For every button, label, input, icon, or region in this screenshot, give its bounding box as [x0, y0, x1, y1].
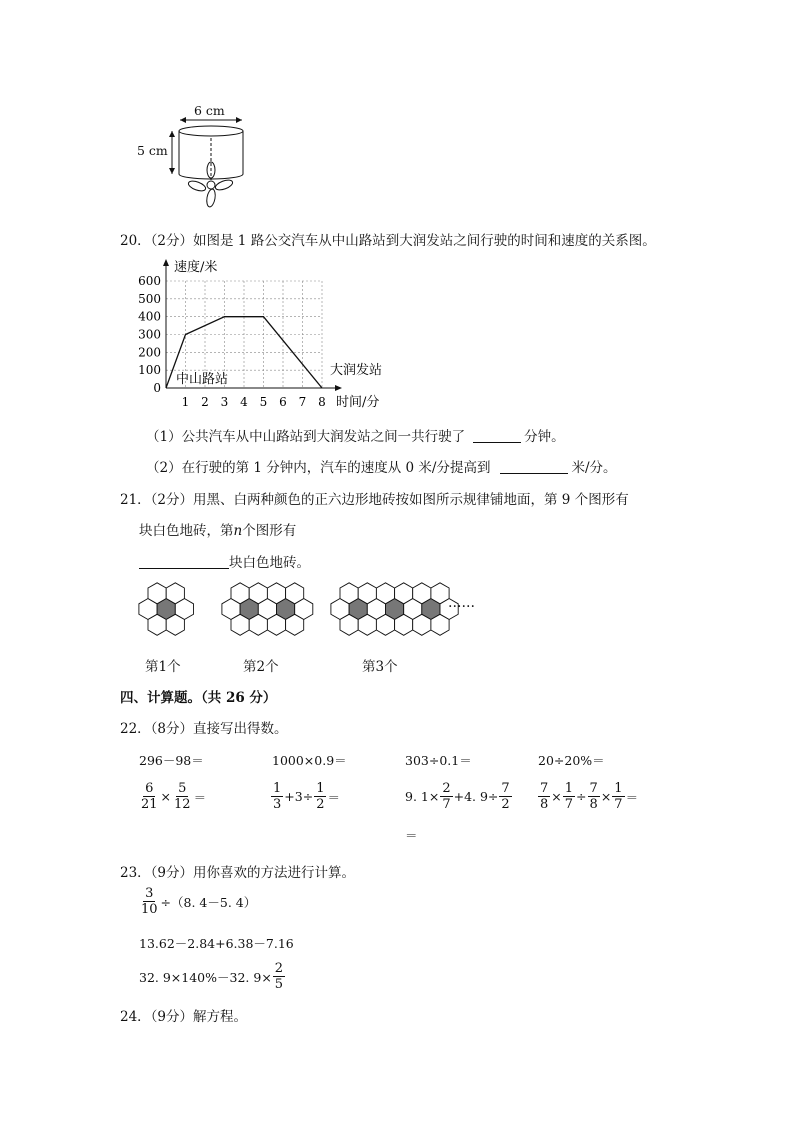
y-tick-label: 200 [138, 345, 161, 360]
white-hexagon-tile [358, 614, 376, 635]
hexagon-svg [130, 578, 490, 640]
operator: ÷ [576, 789, 587, 804]
height-label: 5 cm [137, 143, 168, 158]
white-hexagon-tile [431, 614, 449, 635]
equals: ＝ [193, 789, 207, 805]
speed-time-chart [130, 255, 410, 415]
q20-answer2-blank[interactable] [500, 459, 568, 474]
white-hexagon-tile [376, 614, 394, 635]
operator: × [551, 789, 562, 804]
white-hexagon-tile [166, 614, 184, 635]
caption-2: 第2个 [243, 659, 279, 675]
fraction: $\frac{1}{7}$ [564, 781, 574, 812]
fraction: $\frac{5}{12}$ [174, 781, 191, 812]
y-axis-arrow [163, 259, 169, 266]
q20-sub1 [146, 425, 565, 445]
fraction: $\frac{2}{5}$ [274, 961, 284, 992]
expression-rest: ÷（8. 4－5. 4） [160, 894, 257, 910]
hexagon-patterns [130, 578, 490, 640]
q20-sub2 [146, 456, 617, 476]
x-axis-title: 时间/分 [336, 395, 380, 410]
fraction: $\frac{7}{8}$ [589, 781, 598, 812]
chart-svg [130, 255, 410, 415]
q21-stem-c: 块白色地砖。 [229, 555, 310, 571]
x-axis-arrow [335, 385, 342, 391]
operator: +3÷ [284, 789, 314, 804]
q22-r1-2: 1000×0.9＝ [272, 753, 347, 768]
operator: +4. 9÷ [453, 789, 499, 804]
q21-stem-line1: 21．（2分）用黑、白两种颜色的正六边形地砖按如图所示规律铺地面，第 9 个图形有 [120, 492, 629, 508]
q22-expr-3 [405, 781, 513, 812]
white-hexagon-tile [413, 614, 431, 635]
operator: × [160, 789, 172, 804]
q21-var-n: n [233, 523, 243, 539]
x-tick-label: 4 [240, 395, 248, 409]
y-tick-label: 0 [153, 381, 161, 395]
q20-sub2-text: （2）在行驶的第 1 分钟内，汽车的速度从 0 米/分提高到 [146, 460, 491, 476]
y-tick-label: 100 [138, 363, 161, 378]
q20-sub1-text: （1）公共汽车从中山路站到大润发站之间一共行驶了 [146, 429, 466, 445]
fraction: $\frac{1}{3}$ [273, 781, 282, 812]
x-tick-label: 5 [259, 395, 268, 409]
q23-expr-b: 13.62－2.84+6.38－7.16 [139, 936, 294, 951]
fraction: $\frac{2}{7}$ [442, 781, 451, 812]
q23-expr-a [138, 886, 256, 917]
width-label: 6 cm [194, 103, 225, 118]
q20-sub1-unit: 分钟。 [524, 429, 565, 445]
equals: ＝ [327, 789, 340, 805]
q21-stem-b1: 块白色地砖，第 [139, 523, 234, 539]
x-tick-label: 3 [220, 395, 229, 409]
caption-1: 第1个 [145, 659, 181, 675]
x-tick-label: 2 [201, 395, 209, 409]
x-tick-label: 1 [181, 395, 190, 409]
pattern-ellipsis: …… [448, 595, 475, 611]
fraction: $\frac{7}{8}$ [540, 781, 549, 812]
caption-3: 第3个 [362, 659, 398, 675]
q20-stem: 20．（2分）如图是 1 路公交汽车从中山路站到大润发站之间行驶的时间和速度的关系图。 [120, 233, 656, 249]
y-tick-label: 400 [138, 309, 161, 324]
x-tick-label: 6 [279, 395, 287, 409]
q21-answer-blank[interactable] [139, 554, 229, 569]
y-axis-title: 速度/米 [174, 260, 218, 275]
q20-answer1-blank[interactable] [473, 428, 521, 443]
section4-title: 四、计算题。（共 26 分） [120, 690, 277, 706]
q21-stem-line3 [139, 551, 310, 571]
y-tick-label: 500 [138, 291, 161, 306]
white-hexagon-tile [148, 614, 166, 635]
q22-r1-3: 303÷0.1＝ [405, 753, 472, 768]
y-tick-label: 600 [138, 274, 161, 288]
fraction: $\frac{1}{7}$ [614, 781, 623, 812]
fraction: $\frac{3}{10}$ [141, 886, 158, 917]
x-tick-label: 8 [318, 395, 326, 409]
cylinder-figure [132, 100, 262, 215]
fraction: $\frac{7}{2}$ [501, 781, 510, 812]
q22-expr-4 [537, 781, 638, 812]
white-hexagon-tile [340, 614, 358, 635]
fraction: $\frac{1}{2}$ [316, 781, 325, 812]
q22-r1-4: 20÷20%＝ [538, 753, 605, 768]
q22-expr-2 [270, 781, 340, 812]
q21-stem-line2 [139, 519, 296, 539]
q22-expr-3-equals: ＝ [405, 828, 418, 843]
expression-pre: 32. 9×140%－32. 9× [139, 969, 272, 985]
q20-sub2-unit: 米/分。 [571, 460, 617, 476]
end-station-label: 大润发站 [330, 363, 383, 379]
q22-expr-1 [138, 781, 206, 812]
equals: ＝ [625, 789, 639, 805]
fraction: $\frac{6}{21}$ [141, 781, 158, 812]
white-hexagon-tile [267, 614, 285, 635]
white-hexagon-tile [286, 614, 304, 635]
q21-stem-b2: 个图形有 [242, 523, 297, 539]
y-tick-label: 300 [138, 327, 161, 342]
q23-stem: 23．（9分）用你喜欢的方法进行计算。 [120, 865, 356, 881]
q23-expr-c [139, 961, 286, 992]
q24-stem: 24．（9分）解方程。 [120, 1009, 248, 1025]
operand: 9. 1× [405, 789, 440, 804]
q22-stem: 22．（8分）直接写出得数。 [120, 721, 288, 737]
start-station-label: 中山路站 [176, 372, 229, 387]
white-hexagon-tile [395, 614, 413, 635]
white-hexagon-tile [231, 614, 249, 635]
x-tick-label: 7 [298, 395, 307, 409]
white-hexagon-tile [249, 614, 267, 635]
operator: × [600, 789, 612, 804]
q22-r1-1: 296－98＝ [139, 753, 204, 768]
